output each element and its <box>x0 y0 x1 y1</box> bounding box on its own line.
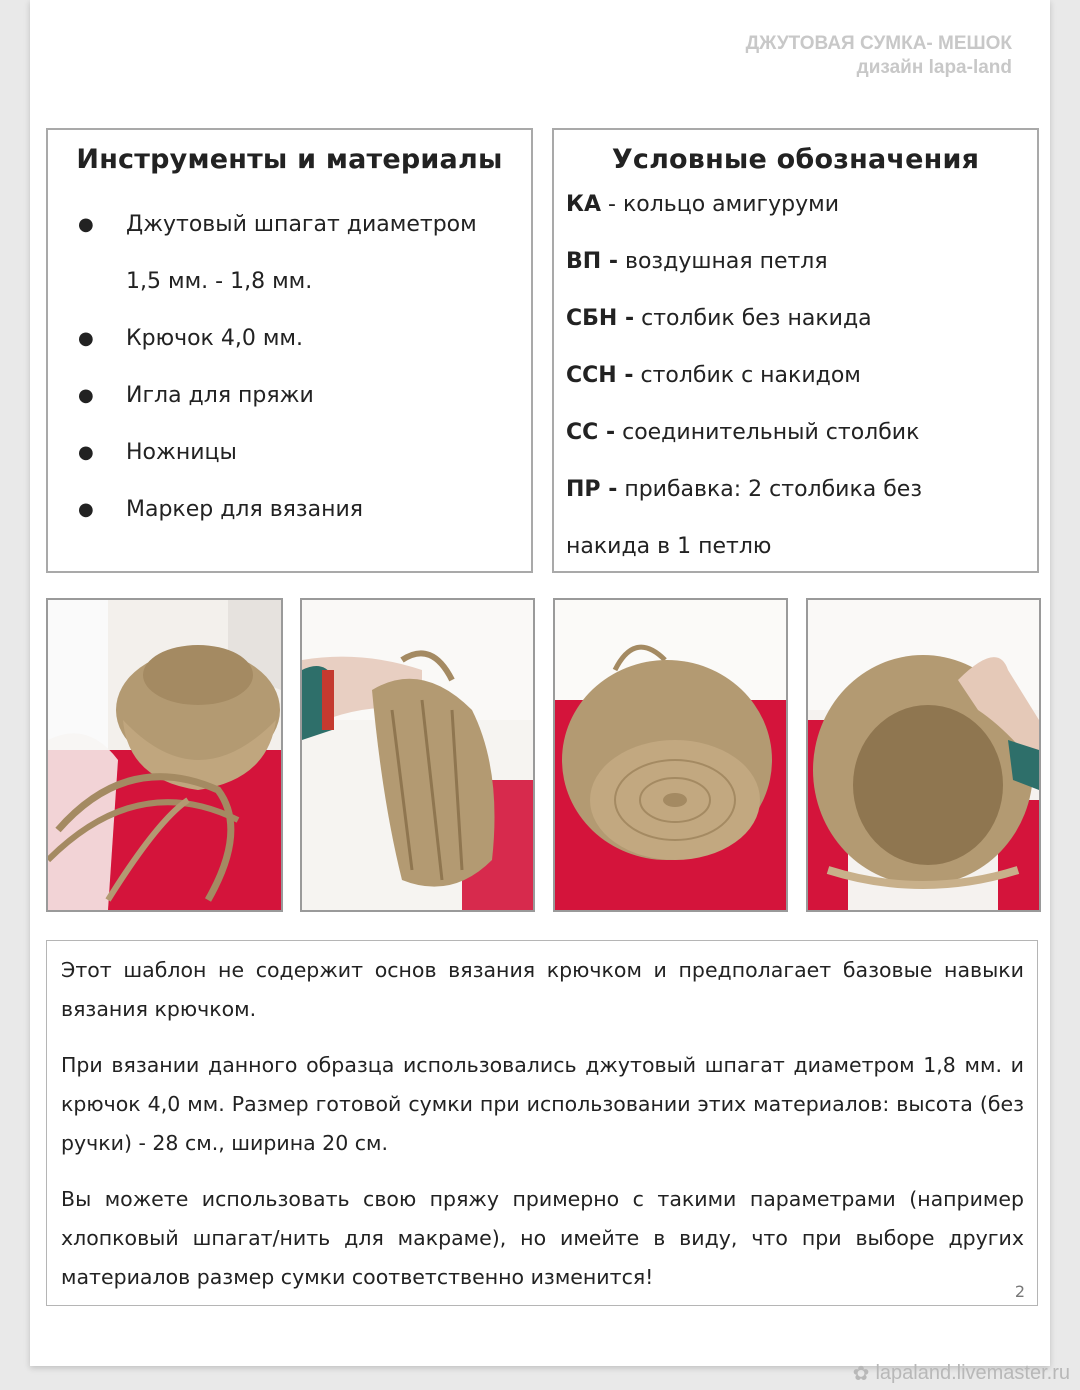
legend-text: столбик с накидом <box>640 363 861 388</box>
legend-row <box>566 530 1027 587</box>
page-number: 2 <box>1014 1282 1025 1301</box>
legend-text: столбик без накида <box>641 306 872 331</box>
tools-item-text: Ножницы <box>126 440 237 465</box>
legend-separator: - <box>601 192 623 217</box>
info-paragraph: Этот шаблон не содержит основ вязания крючком и предполагает базовые навыки вязания крючком. <box>61 958 1024 1021</box>
tools-item-text: Игла для пряжи <box>126 383 314 408</box>
tools-item <box>48 481 531 538</box>
legend-row <box>566 473 1027 530</box>
info-paragraph: Вы можете использовать свою пряжу примерно с такими параметрами (например хлопковый шпагат/нить для макраме), но имейте в виду, что при выборе других материалов размер сумки соответственно изменится! <box>61 1187 1024 1289</box>
tools-item-text: Маркер для вязания <box>126 497 364 522</box>
legend-row <box>566 302 1027 359</box>
legend-text: накида в 1 петлю <box>566 534 772 559</box>
bullet-icon: ● <box>78 328 94 349</box>
watermark <box>853 1361 1070 1386</box>
tools-item <box>48 196 531 310</box>
legend-row <box>566 416 1027 473</box>
bullet-icon: ● <box>78 214 94 235</box>
bullet-icon: ● <box>78 499 94 520</box>
tools-item <box>48 424 531 481</box>
photo-bag-open-top-illustration <box>48 600 281 910</box>
header-title: ДЖУТОВАЯ СУМКА- МЕШОК <box>745 33 1012 54</box>
legend-separator <box>618 249 625 274</box>
photo-bag-open-top <box>46 598 283 912</box>
photo-bag-inside-illustration <box>808 600 1039 910</box>
photo-bag-bottom-illustration <box>555 600 786 910</box>
legend-abbr: ПР - <box>566 477 618 502</box>
legend-text: воздушная петля <box>624 249 828 274</box>
legend-heading: Условные обозначения <box>611 144 980 175</box>
info-paragraph: При вязании данного образца использовались джутовый шпагат диаметром 1,8 мм. и крючок 4,0 мм. Размер готовой сумки при использовании этих материалов: высота (без ручки) - 28 см., ширина 20 см. <box>61 1053 1024 1155</box>
page-header <box>746 32 1012 80</box>
header-subtitle: дизайн lapa-land <box>856 57 1012 78</box>
photo-bag-inside <box>806 598 1041 912</box>
legend-text: соединительный столбик <box>622 420 920 445</box>
tools-item-text: Джутовый шпагат диаметром <box>126 212 477 237</box>
legend-text: прибавка: 2 столбика без <box>624 477 923 502</box>
tools-item-text: 1,5 мм. - 1,8 мм. <box>126 269 313 294</box>
legend-abbr: КА <box>566 192 602 217</box>
tools-materials-box <box>46 128 533 573</box>
photo-bag-held-hand-illustration <box>302 600 533 910</box>
document-page <box>30 0 1050 1366</box>
info-box <box>46 940 1038 1306</box>
legend-list <box>566 188 1027 587</box>
tools-item <box>48 367 531 424</box>
legend-abbr: СБН - <box>566 306 635 331</box>
gear-icon: ✿ <box>852 1363 870 1385</box>
tools-item <box>48 310 531 367</box>
legend-abbr: СС - <box>566 420 616 445</box>
bullet-icon: ● <box>78 385 94 406</box>
legend-box <box>552 128 1039 573</box>
tools-list <box>48 196 531 538</box>
legend-row <box>566 188 1027 245</box>
watermark-text: lapaland.livemaster.ru <box>875 1362 1070 1384</box>
legend-text: кольцо амигуруми <box>622 192 839 217</box>
tools-heading: Инструменты и материалы <box>76 144 503 175</box>
legend-row <box>566 359 1027 416</box>
legend-separator <box>634 363 641 388</box>
tools-item-text: Крючок 4,0 мм. <box>126 326 304 351</box>
photo-bag-bottom <box>553 598 788 912</box>
legend-row <box>566 245 1027 302</box>
bullet-icon: ● <box>78 442 94 463</box>
legend-abbr: ВП - <box>566 249 618 274</box>
photo-bag-held-hand <box>300 598 535 912</box>
legend-abbr: ССН - <box>566 363 634 388</box>
